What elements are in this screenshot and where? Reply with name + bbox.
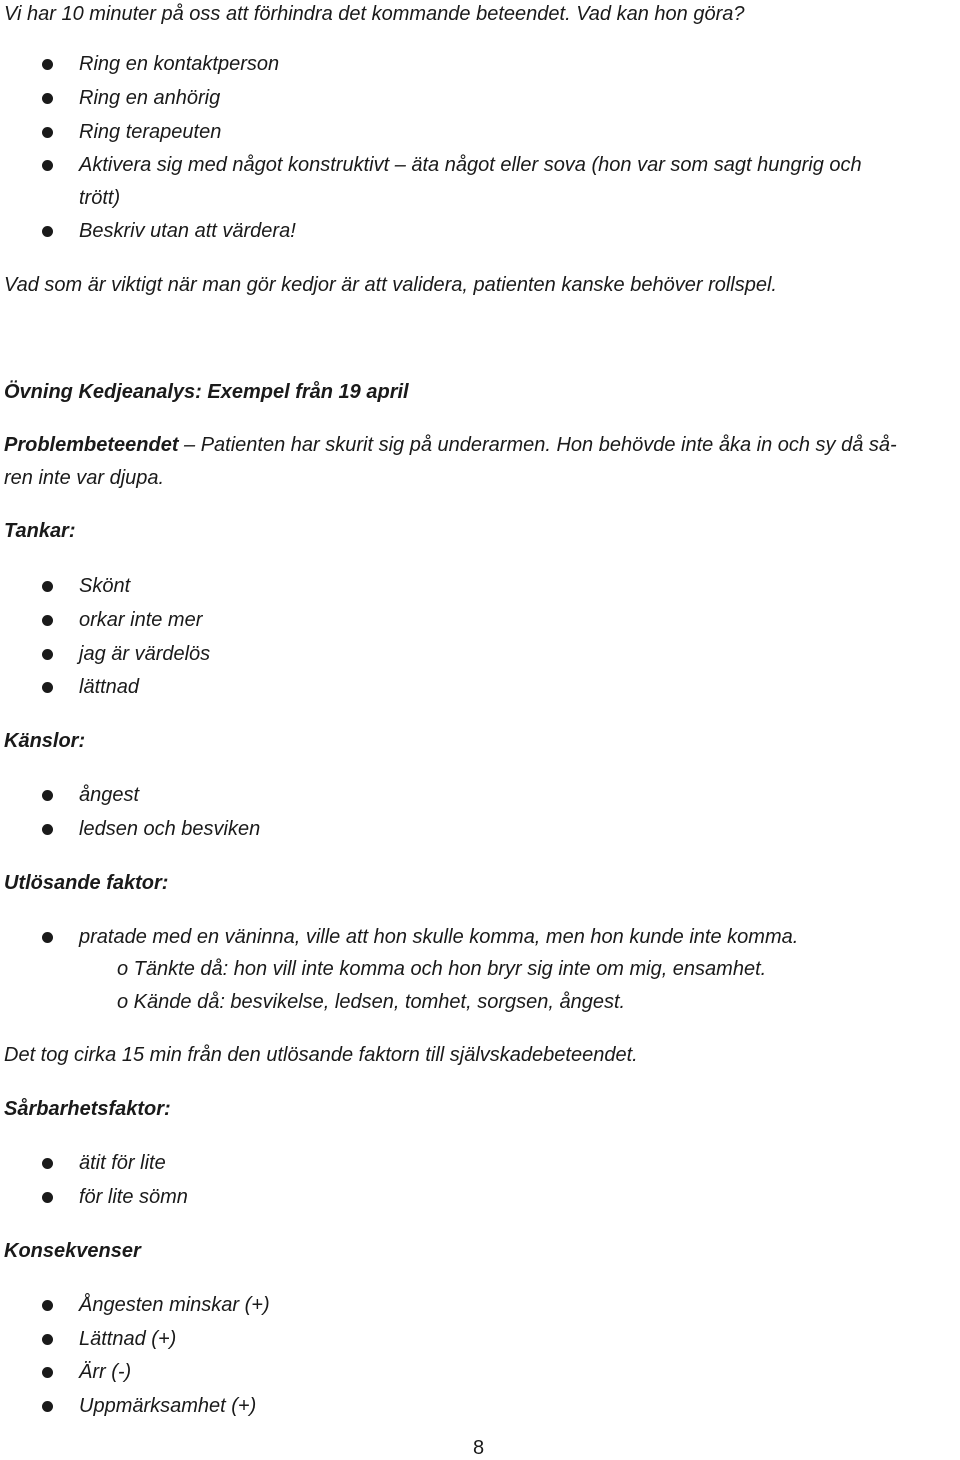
bullet-icon bbox=[42, 649, 53, 660]
problem-text-1: – Patienten har skurit sig på underarmen. Hon behövde inte åka in och sy då så- bbox=[178, 434, 897, 456]
list-item: Uppmärksamhet (+) bbox=[79, 1395, 257, 1417]
sub-list-item: o Kände då: besvikelse, ledsen, tomhet, sorgsen, ångest. bbox=[117, 991, 626, 1013]
trigger-heading: Utlösande faktor: bbox=[4, 872, 169, 894]
intro-text: Vi har 10 minuter på oss att förhindra det kommande beteendet. Vad kan hon göra? bbox=[4, 3, 745, 25]
problem-line-2: ren inte var djupa. bbox=[4, 467, 165, 489]
bullet-icon bbox=[42, 790, 53, 801]
list-item: jag är värdelös bbox=[79, 643, 211, 665]
list-item: orkar inte mer bbox=[79, 609, 203, 631]
list-item: ätit för lite bbox=[79, 1152, 166, 1174]
problem-line-1 bbox=[4, 433, 897, 457]
bullet-icon bbox=[42, 127, 53, 138]
list-item: Skönt bbox=[79, 575, 131, 597]
list-item: Ångesten minskar (+) bbox=[79, 1294, 270, 1316]
feelings-heading bbox=[4, 729, 85, 753]
vulnerability-heading: Sårbarhetsfaktor: bbox=[4, 1098, 171, 1120]
list-item: Lättnad (+) bbox=[79, 1328, 177, 1350]
bullet-icon bbox=[42, 1300, 53, 1311]
list-item: Beskriv utan att värdera! bbox=[79, 220, 296, 242]
list-item: Ärr (-) bbox=[79, 1361, 132, 1383]
exercise-title: Övning Kedjeanalys: Exempel från 19 april bbox=[4, 381, 409, 403]
feelings-heading-text: Känslor: bbox=[4, 730, 86, 752]
bullet-icon bbox=[42, 1192, 53, 1203]
list-item-continuation: trött) bbox=[79, 187, 121, 209]
bullet-icon bbox=[42, 824, 53, 835]
bullet-icon bbox=[42, 1334, 53, 1345]
consequences-heading: Konsekvenser bbox=[4, 1240, 141, 1262]
bullet-icon bbox=[42, 682, 53, 693]
list-item: Ring en kontaktperson bbox=[79, 53, 280, 75]
sub-list-item: o Tänkte då: hon vill inte komma och hon bryr sig inte om mig, ensamhet. bbox=[117, 958, 767, 980]
list-item: Aktivera sig med något konstruktivt – äta något eller sova (hon var som sagt hungrig och bbox=[79, 154, 862, 176]
bullet-icon bbox=[42, 93, 53, 104]
chain-note: Vad som är viktigt när man gör kedjor är att validera, patienten kanske behöver rollspel. bbox=[4, 274, 777, 296]
bullet-icon bbox=[42, 1158, 53, 1169]
bullet-icon bbox=[42, 1367, 53, 1378]
bullet-icon bbox=[42, 59, 53, 70]
list-item: lättnad bbox=[79, 676, 140, 698]
list-item: för lite sömn bbox=[79, 1186, 188, 1208]
list-item: ångest bbox=[79, 784, 140, 806]
bullet-icon bbox=[42, 1401, 53, 1412]
duration-text: Det tog cirka 15 min från den utlösande faktorn till självskadebeteendet. bbox=[4, 1044, 638, 1066]
problem-label: Problembeteendet bbox=[4, 434, 179, 456]
list-item: ledsen och besviken bbox=[79, 818, 261, 840]
list-item: pratade med en väninna, ville att hon skulle komma, men hon kunde inte komma. bbox=[79, 926, 799, 948]
page-number: 8 bbox=[473, 1437, 485, 1459]
bullet-icon bbox=[42, 160, 53, 171]
bullet-icon bbox=[42, 615, 53, 626]
list-item: Ring terapeuten bbox=[79, 121, 222, 143]
thoughts-heading: Tankar: bbox=[4, 520, 76, 542]
list-item: Ring en anhörig bbox=[79, 87, 221, 109]
bullet-icon bbox=[42, 226, 53, 237]
bullet-icon bbox=[42, 932, 53, 943]
bullet-icon bbox=[42, 581, 53, 592]
